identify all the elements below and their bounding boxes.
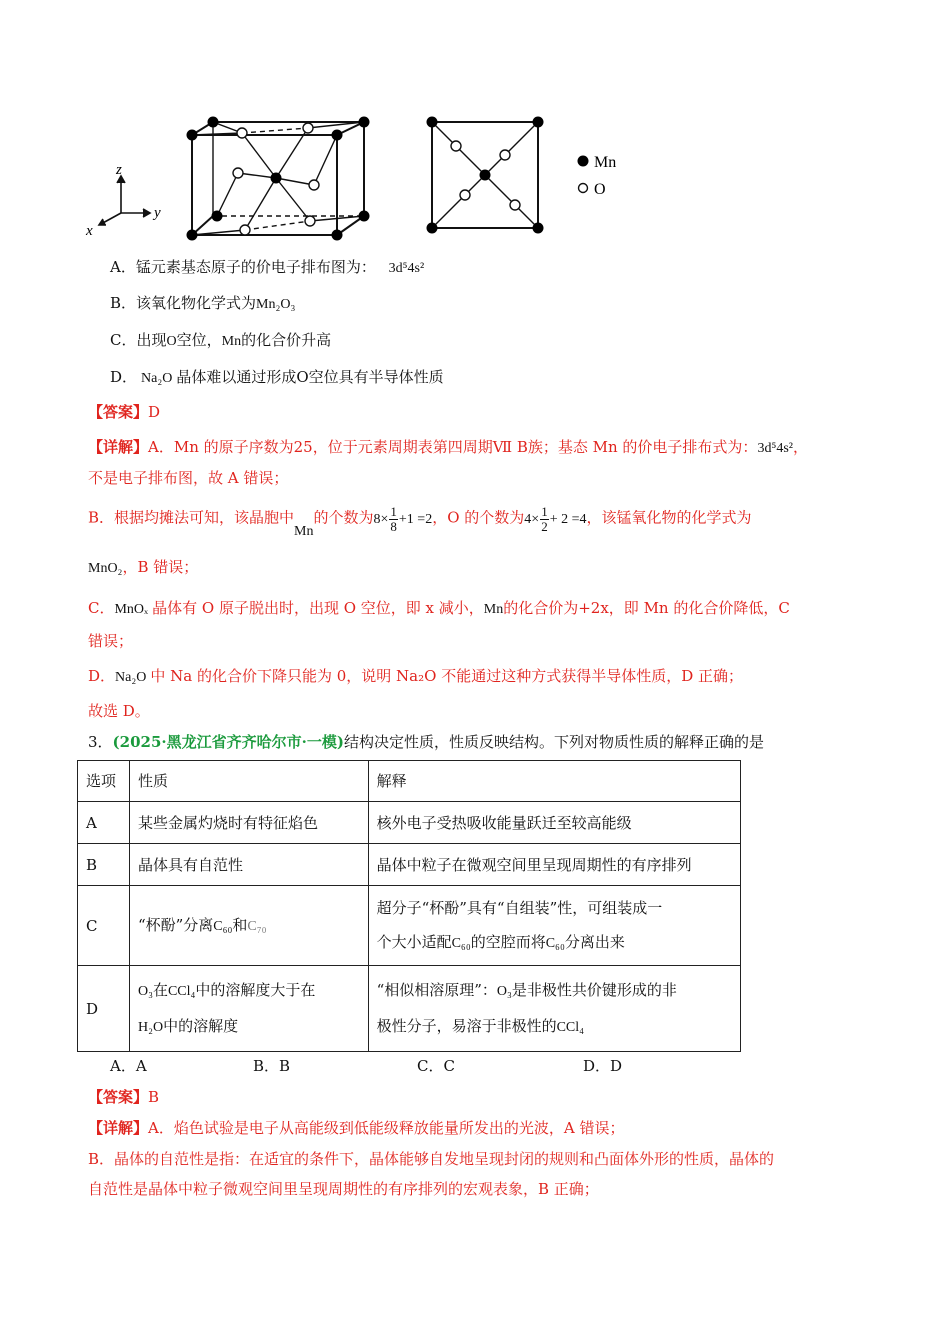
option-d-formula: Na₂O [141,371,173,386]
q2-detail-a-line1: 【详解】A．Mn 的原子序数为25，位于元素周期表第四周期Ⅶ B族；基态 Mn 的价电子排布式为：3d⁵4s²， [88,438,808,456]
q3-choice-b: B．B [253,1057,291,1075]
q3-choice-d: D．D [583,1057,623,1075]
q3-detail-b1: B．晶体的自范性是指：在适宜的条件下，晶体能够自发地呈现封闭的规则和凸面体外形的性质，晶体的 [88,1150,775,1168]
q3-table [77,760,741,1052]
axis-label-y: y [154,205,161,221]
q3-stem: 3．(2025·黑龙江省齐齐哈尔市·一模)结构决定性质，性质反映结构。下列对物质性质的解释正确的是 [88,733,764,751]
q2-detail-a-line2: 不是电子排布图，故 A 错误； [88,469,289,487]
q3-detail-b2: 自范性是晶体中粒子微观空间里呈现周期性的有序排列的宏观表象，B 正确； [88,1180,599,1198]
q3-source: (2025·黑龙江省齐齐哈尔市·一模) [112,733,344,751]
option-a-formula: 3d⁵4s² [388,261,425,276]
table-row: B 晶体具有自范性 晶体中粒子在微观空间里呈现周期性的有序排列 [78,844,741,886]
option-c: C．出现O空位，Mn的化合价升高 [110,331,332,349]
option-b: B．该氧化物化学式为Mn₂O₃ [110,294,296,312]
legend-mn-label: Mn [594,154,617,171]
axis-label-z: z [116,162,122,178]
legend-o-marker [579,184,588,193]
option-d: D． Na₂O 晶体难以通过形成O空位具有半导体性质 [110,368,444,386]
q2-detail-b-line2: MnO₂，B 错误； [88,558,199,576]
legend-o-label: O [594,181,606,198]
table-row: A 某些金属灼烧时有特征焰色 核外电子受热吸收能量跃迁至较高能级 [78,802,741,844]
q3-choice-c: C．C [417,1057,455,1075]
table-row: C “杯酚”分离C₆₀和C₇₀ 超分子“杯酚”具有“自组装”性，可组装成一 个大小适配C₆₀的空腔而将C₆₀分离出来 [78,886,741,966]
table-header: 性质 [129,761,368,802]
option-b-formula: Mn₂O₃ [256,297,296,312]
q2-detail-b-line1: B．根据均摊法可知，该晶胞中Mn的个数为8× $\frac{1}{8}$ +1 =2，O 的个数为4× $\frac{1}{2}$ + 2 =4，该锰氧化物的化学式为 [88,504,752,539]
q2-answer: 【答案】D [88,403,161,421]
option-a: A．锰元素基态原子的价电子排布图为： 3d⁵4s² [110,258,425,276]
axis-label-x: x [86,223,93,239]
table-header: 解释 [368,761,740,802]
q2-detail-c-line2: 错误； [88,632,134,650]
q3-detail-a: 【详解】A．焰色试验是电子从高能级到低能级释放能量所发出的光波，A 错误； [88,1119,625,1137]
crystal-cell-figure [80,110,640,245]
q3-answer: 【答案】B [88,1088,160,1106]
legend-mn-marker [578,156,589,167]
q3-choice-a: A．A [110,1057,147,1075]
q2-detail-d: D．Na₂O 中 Na 的化合价下降只能为 0，说明 Na₂O 不能通过这种方式获得半导体性质，D 正确； [88,667,743,685]
table-header-row [78,761,741,802]
q2-detail-c-line1: C．MnOₓ 晶体有 O 原子脱出时，出现 O 空位，即 x 减小，Mn的化合价为+2x，即 Mn 的化合价降低，C [88,599,790,617]
table-row: D O₃在CCl₄中的溶解度大于在 H₂O中的溶解度 “相似相溶原理”：O₃是非极性共价键形成的非 极性分子，易溶于非极性的CCl₄ [78,966,741,1052]
q2-detail-end: 故选 D。 [88,702,150,720]
coordinate-axes [99,176,150,225]
table-header: 选项 [78,761,130,802]
